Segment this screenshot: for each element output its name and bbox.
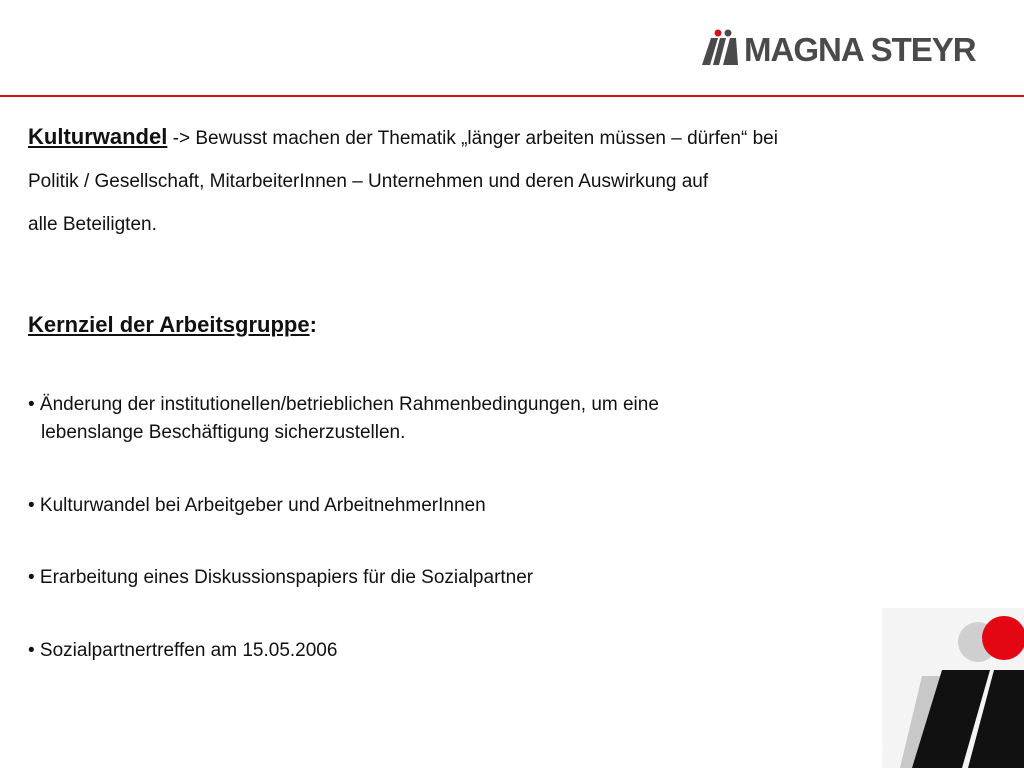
logo-text: MAGNA STEYR	[744, 31, 976, 68]
goal-heading	[28, 312, 317, 338]
page-number: 34	[870, 742, 884, 756]
intro-line-2: Politik / Gesellschaft, MitarbeiterInnen – Unternehmen und deren Auswirkung auf	[28, 171, 709, 192]
magna-steyr-logo-icon	[702, 29, 742, 67]
goal-heading-colon: :	[309, 312, 317, 337]
goal-heading-text: Kernziel der Arbeitsgruppe	[28, 312, 310, 337]
magna-figures-graphic-icon	[882, 608, 1024, 768]
header-divider	[0, 95, 1024, 97]
magna-steyr-logo	[702, 29, 982, 69]
bullet-3-text: • Erarbeitung eines Diskussionspapiers für die Sozialpartner	[28, 567, 534, 588]
bullet-item-2	[28, 492, 486, 520]
bullet-item-3	[28, 564, 533, 592]
bullet-1-line-1: • Änderung der institutionellen/betrieblichen Rahmenbedingungen, um eine	[28, 394, 659, 415]
bullet-1-line-2: lebenslange Beschäftigung sicherzustellen.	[41, 422, 406, 443]
intro-heading: Kulturwandel	[28, 124, 168, 149]
bullet-4-text: • Sozialpartnertreffen am 15.05.2006	[28, 640, 338, 661]
bullet-2-text: • Kulturwandel bei Arbeitgeber und ArbeitnehmerInnen	[28, 495, 486, 516]
intro-line-3: alle Beteiligten.	[28, 214, 157, 235]
bullet-item-4	[28, 637, 337, 665]
bullet-item-1	[28, 391, 659, 447]
intro-line-1-text: -> Bewusst machen der Thematik „länger arbeiten müssen – dürfen“ bei	[167, 128, 778, 149]
intro-line-1	[28, 126, 1008, 150]
intro-paragraph	[28, 126, 1008, 257]
